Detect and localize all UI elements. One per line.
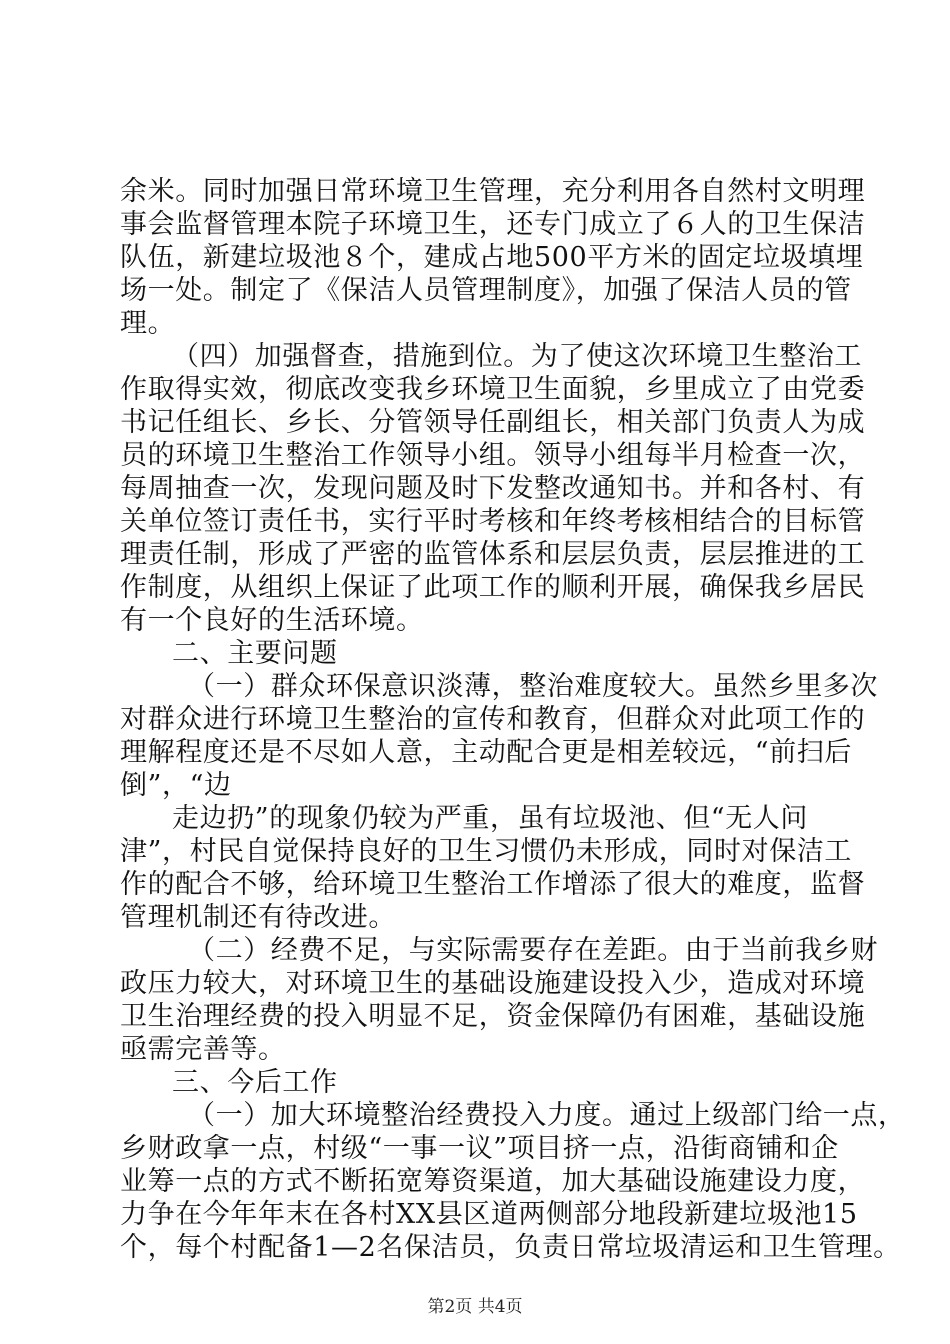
section-heading-2: 二、主要问题 (172, 638, 338, 669)
paragraph-heading-1: （一）加大环境整治经费投入力度。通过上级部门给一点， (188, 1100, 906, 1131)
text-line: 对群众进行环境卫生整治的宣传和教育，但群众对此项工作的 (120, 704, 866, 735)
text-line: 乡财政拿一点，村级“一事一议”项目挤一点，沿街商铺和企 (120, 1133, 839, 1164)
text-line: 书记任组长、乡长、分管领导任副组长，相关部门负责人为成 (120, 407, 866, 438)
text-line: 余米。同时加强日常环境卫生管理，充分利用各自然村文明理 (120, 176, 866, 207)
text-line: 队伍，新建垃圾池８个，建成占地500平方米的固定垃圾填埋 (120, 242, 864, 273)
text-line: 每周抽查一次，发现问题及时下发整改通知书。并和各村、有 (120, 473, 866, 504)
text-line: 力争在今年年末在各村XX县区道两侧部分地段新建垃圾池15 (120, 1199, 858, 1230)
text-line: 员的环境卫生整治工作领导小组。领导小组每半月检查一次， (120, 440, 866, 471)
text-line: 津”，村民自觉保持良好的卫生习惯仍未形成，同时对保洁工 (120, 836, 853, 867)
text-line: 理责任制，形成了严密的监管体系和层层负责，层层推进的工 (120, 539, 866, 570)
text-line: 亟需完善等。 (120, 1034, 286, 1065)
text-line: 有一个良好的生活环境。 (120, 605, 424, 636)
section-heading-3: 三、今后工作 (172, 1067, 338, 1098)
text-line: 业筹一点的方式不断拓宽筹资渠道，加大基础设施建设力度， (120, 1166, 866, 1197)
text-line: 走边扔”的现象仍较为严重，虽有垃圾池、但“无人问 (172, 803, 809, 834)
text-line: 个，每个村配备1—2名保洁员，负责日常垃圾清运和卫生管理。 (120, 1232, 901, 1263)
text-line: 卫生治理经费的投入明显不足，资金保障仍有困难，基础设施 (120, 1001, 866, 1032)
text-line: 关单位签订责任书，实行平时考核和年终考核相结合的目标管 (120, 506, 866, 537)
page-number-footer: 第2页 共4页 (427, 1297, 523, 1317)
text-line: 倒”，“边 (120, 770, 232, 801)
text-line: 事会监督管理本院子环境卫生，还专门成立了６人的卫生保洁 (120, 209, 866, 240)
paragraph-heading-2: （二）经费不足，与实际需要存在差距。由于当前我乡财 (188, 935, 878, 966)
text-line: 作制度，从组织上保证了此项工作的顺利开展，确保我乡居民 (120, 572, 866, 603)
text-line: 政压力较大，对环境卫生的基础设施建设投入少，造成对环境 (120, 968, 866, 999)
text-line: 作取得实效，彻底改变我乡环境卫生面貌，乡里成立了由党委 (120, 374, 866, 405)
text-line: 理解程度还是不尽如人意，主动配合更是相差较远，“前扫后 (120, 737, 853, 768)
text-line: 理。 (120, 308, 176, 339)
paragraph-heading-1: （一）群众环保意识淡薄，整治难度较大。虽然乡里多次 (188, 671, 878, 702)
text-line: 作的配合不够，给环境卫生整治工作增添了很大的难度，监督 (120, 869, 866, 900)
text-line: 管理机制还有待改进。 (120, 902, 396, 933)
text-line: 场一处。制定了《保洁人员管理制度》，加强了保洁人员的管 (120, 275, 852, 306)
paragraph-heading-4: （四）加强督查，措施到位。为了使这次环境卫生整治工 (172, 341, 862, 372)
